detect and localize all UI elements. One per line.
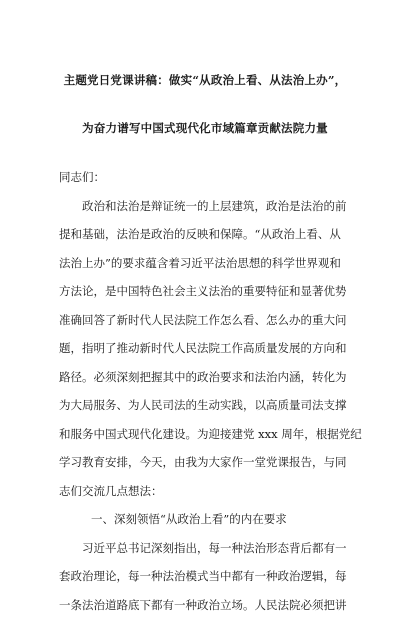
section-heading: 一、深刻领悟“从政治上看”的内在要求 <box>59 505 365 534</box>
paragraph-1-line: 路径。必须深刻把握其中的政治要求和法治内涵，转化为 <box>59 363 365 392</box>
paragraph-1-line: 志们交流几点想法： <box>59 477 365 506</box>
paragraph-1-line: 题，指明了推动新时代人民法院工作高质量发展的方向和 <box>59 334 365 363</box>
document-body <box>59 163 365 619</box>
paragraph-1-line: 和服务中国式现代化建设。为迎接建党 xxx 周年，根据党纪 <box>59 420 365 449</box>
salutation: 同志们： <box>59 163 365 192</box>
paragraph-2-line: 习近平总书记深刻指出，每一种法治形态背后都有一 <box>59 534 365 563</box>
paragraph-1-line: 政治和法治是辩证统一的上层建筑，政治是法治的前 <box>59 192 365 221</box>
paragraph-2-line: 一条法治道路底下都有一种政治立场。人民法院必须把讲 <box>59 591 365 619</box>
paragraph-1-line: 学习教育安排，今天，由我为大家作一堂党课报告，与同 <box>59 448 365 477</box>
document-title-line-1: 主题党日党课讲稿：做实“从政治上看、从法治上办”， <box>0 73 410 87</box>
paragraph-1-line: 方法论，是中国特色社会主义法治的重要特征和显著优势 <box>59 277 365 306</box>
paragraph-1-line: 提和基础，法治是政治的反映和保障。“从政治上看、从 <box>59 220 365 249</box>
paragraph-1-line: 准确回答了新时代人民法院工作怎么看、怎么办的重大问 <box>59 306 365 335</box>
paragraph-1-line: 为大局服务、为人民司法的生动实践，以高质量司法支撑 <box>59 391 365 420</box>
paragraph-2-line: 套政治理论，每一种法治模式当中都有一种政治逻辑，每 <box>59 562 365 591</box>
paragraph-1-line: 法治上办”的要求蕴含着习近平法治思想的科学世界观和 <box>59 249 365 278</box>
document-title-line-2: 为奋力谱写中国式现代化市域篇章贡献法院力量 <box>0 121 410 135</box>
